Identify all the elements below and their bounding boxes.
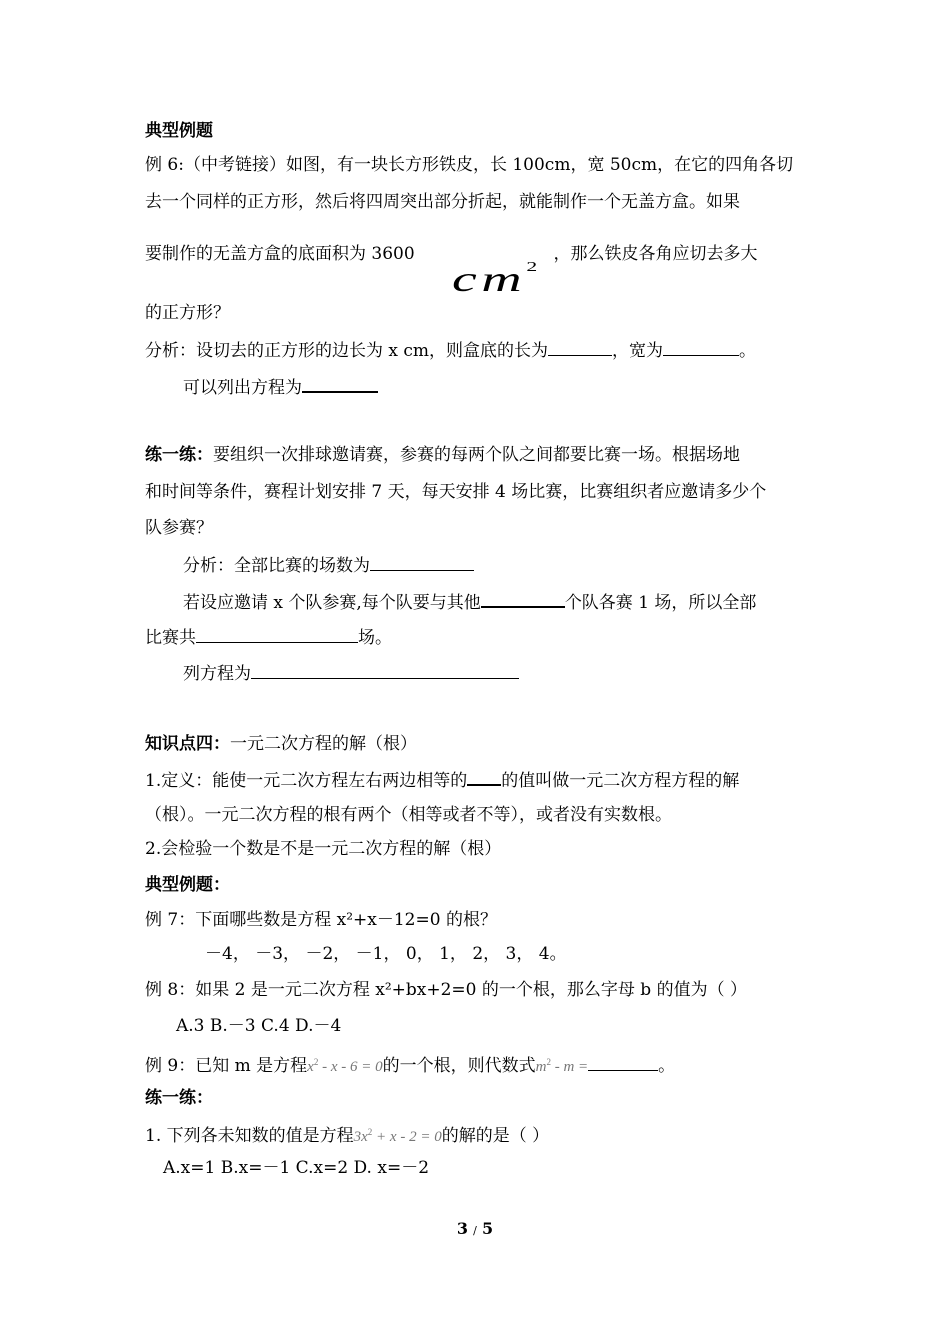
ex6-line1: 例 6:（中考链接）如图，有一块长方形铁皮，长 100cm，宽 50cm，在它的四角各切 xyxy=(145,155,794,175)
ex8-options: A.3 B.－3 C.4 D.－4 xyxy=(176,1016,342,1036)
practice2-options: A.x=1 B.x=－1 C.x=2 D. x=－2 xyxy=(163,1158,430,1178)
practice1-line1: 练一练：要组织一次排球邀请赛，参赛的每两个队之间都要比赛一场。根据场地 xyxy=(145,445,740,465)
blank-value[interactable] xyxy=(588,1053,658,1071)
kp4-title: 知识点四：一元二次方程的解（根） xyxy=(145,734,417,754)
practice2-equation: $3x^2 + x - 2 = 0$ xyxy=(353,1127,442,1145)
practice1-line2: 和时间等条件，赛程计划安排 7 天，每天安排 4 场比赛，比赛组织者应邀请多少个 xyxy=(145,482,767,502)
blank-total[interactable] xyxy=(196,625,358,643)
page-number: 3 / 5 xyxy=(456,1219,494,1238)
practice1-total: 比赛共 场。 xyxy=(145,625,392,649)
unit-cm-squared: $cm^2$ xyxy=(452,259,542,299)
ex9-expression: $m^2$ - m = xyxy=(535,1057,589,1075)
ex7-question: 例 7：下面哪些数是方程 x²+x－12=0 的根？ xyxy=(145,910,497,930)
blank-other-teams[interactable] xyxy=(481,589,565,608)
practice1-assume: 若设应邀请 x 个队参赛,每个队要与其他 个队各赛 1 场，所以全部 xyxy=(183,589,756,614)
ex6-equation: 可以列出方程为 xyxy=(183,374,378,399)
practice2-question: 1. 下列各未知数的值是方程$3x^2 + x - 2 = 0$的解的是（ ） xyxy=(145,1126,550,1146)
blank-width[interactable] xyxy=(663,338,739,356)
section-title: 典型例题 xyxy=(145,121,213,141)
blank-length[interactable] xyxy=(548,338,612,356)
ex8-question: 例 8：如果 2 是一元二次方程 x²+bx+2=0 的一个根，那么字母 b 的值为（ ） xyxy=(145,980,747,1000)
ex6-line4: 的正方形？ xyxy=(145,303,230,323)
ex6-analysis: 分析：设切去的正方形的边长为 x cm，则盒底的长为 ，宽为 。 xyxy=(145,338,756,362)
practice2-label: 练一练： xyxy=(145,1088,213,1108)
blank-unknown[interactable] xyxy=(467,767,501,786)
kp4-def: 1.定义：能使一元二次方程左右两边相等的 的值叫做一元二次方程方程的解 xyxy=(145,767,739,792)
practice1-line3: 队参赛？ xyxy=(145,518,213,538)
practice1-equation: 列方程为 xyxy=(183,661,519,685)
ex9-equation: $x^2 - x - 6 = 0$ xyxy=(307,1057,383,1075)
kp4-item2: 2.会检验一个数是不是一元二次方程的解（根） xyxy=(145,839,502,859)
blank-total-games[interactable] xyxy=(370,553,474,571)
blank-equation[interactable] xyxy=(302,374,378,393)
kp4-def-line2: （根）。一元二次方程的根有两个（相等或者不等），或者没有实数根。 xyxy=(145,805,672,825)
ex6-line3-post: ，那么铁皮各角应切去多大 xyxy=(553,244,758,264)
section-title-2: 典型例题： xyxy=(145,875,230,895)
practice1-analysis: 分析：全部比赛的场数为 xyxy=(183,553,474,577)
ex9-question: 例 9：已知 m 是方程$x^2 - x - 6 = 0$的一个根，则代数式$m^2$ - m = 。 xyxy=(145,1051,675,1078)
ex6-line3-pre: 要制作的无盖方盒的底面积为 3600 xyxy=(145,244,415,264)
ex6-line2: 去一个同样的正方形，然后将四周突出部分折起，就能制作一个无盖方盒。如果 xyxy=(145,192,740,212)
ex7-numbers: －4， －3， －2， －1， 0， 1， 2， 3， 4。 xyxy=(205,944,567,964)
blank-equation-2[interactable] xyxy=(251,661,519,679)
